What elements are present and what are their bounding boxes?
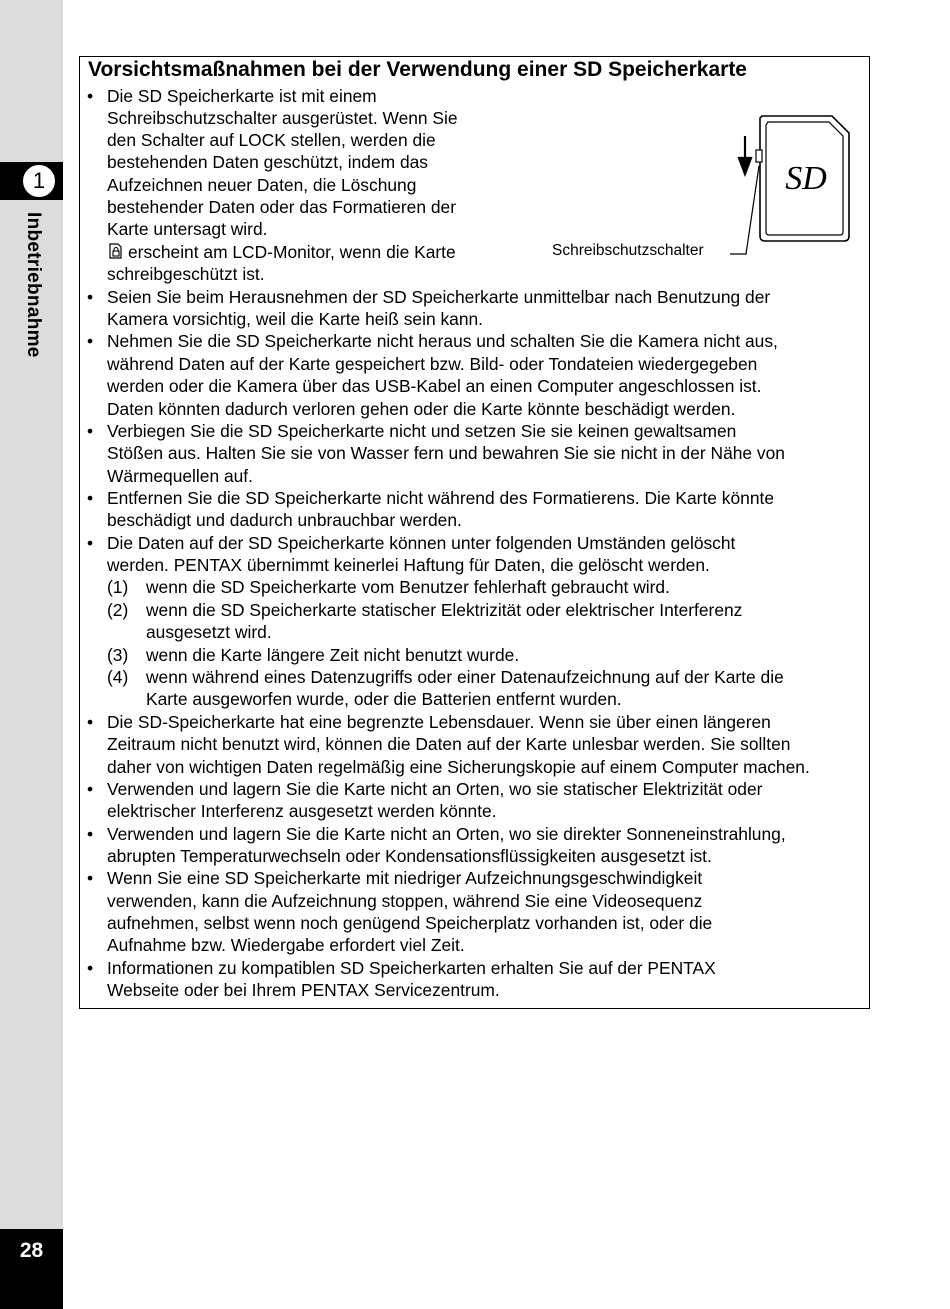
bullet-marker: • (87, 712, 94, 732)
bullet-marker: • (87, 533, 94, 553)
item-line: Informationen zu kompatiblen SD Speicherkarten erhalten Sie auf der PENTAX (107, 958, 716, 978)
item-line: Kamera vorsichtig, weil die Karte heiß sein kann. (107, 309, 484, 329)
page-number: 28 (19, 1239, 44, 1262)
sub-item-number: (2) (107, 600, 129, 620)
bullet-marker: • (87, 488, 94, 508)
item-line: werden oder die Kamera über das USB-Kabel an einen Computer angeschlossen ist. (107, 376, 762, 396)
item1-line: Aufzeichnen neuer Daten, die Löschung (107, 175, 417, 195)
item-line: daher von wichtigen Daten regelmäßig eine Sicherungskopie auf einem Computer machen. (107, 757, 810, 777)
item-line: Seien Sie beim Herausnehmen der SD Speicherkarte unmittelbar nach Benutzung der (107, 287, 771, 307)
item1-line: Die SD Speicherkarte ist mit einem (107, 86, 377, 106)
item1-line: schreibgeschützt ist. (107, 264, 265, 284)
sub-item-line: wenn die Karte längere Zeit nicht benutzt wurde. (146, 645, 520, 665)
item-line: beschädigt und dadurch unbrauchbar werden. (107, 510, 462, 530)
sub-item-number: (3) (107, 645, 129, 665)
item-line: aufnehmen, selbst wenn noch genügend Speicherplatz vorhanden ist, oder die (107, 913, 713, 933)
item1-line: erscheint am LCD-Monitor, wenn die Karte (128, 242, 456, 262)
item-line: werden. PENTAX übernimmt keinerlei Haftung für Daten, die gelöscht werden. (107, 555, 710, 575)
item-line: Die Daten auf der SD Speicherkarte können unter folgenden Umständen gelöscht (107, 533, 736, 553)
bullet-marker: • (87, 287, 94, 307)
item-line: Die SD-Speicherkarte hat eine begrenzte Lebensdauer. Wenn sie über einen längeren (107, 712, 771, 732)
item-line: Wenn Sie eine SD Speicherkarte mit niedriger Aufzeichnungsgeschwindigkeit (107, 868, 703, 888)
item-line: Entfernen Sie die SD Speicherkarte nicht während des Formatierens. Die Karte könnte (107, 488, 774, 508)
figure-caption: Schreibschutzschalter (552, 242, 704, 259)
item-line: elektrischer Interferenz ausgesetzt werden könnte. (107, 801, 497, 821)
sub-item-line: ausgesetzt wird. (146, 622, 272, 642)
bullet-marker: • (87, 824, 94, 844)
bullet-marker: • (87, 958, 94, 978)
item-line: abrupten Temperaturwechseln oder Kondensationsflüssigkeiten ausgesetzt ist. (107, 846, 712, 866)
item1-line: den Schalter auf LOCK stellen, werden die (107, 130, 436, 150)
sub-item-line: wenn die SD Speicherkarte vom Benutzer fehlerhaft gebraucht wird. (146, 577, 670, 597)
item-line: Verwenden und lagern Sie die Karte nicht an Orten, wo sie statischer Elektrizität oder (107, 779, 763, 799)
notice-title: Vorsichtsmaßnahmen bei der Verwendung einer SD Speicherkarte (88, 58, 747, 81)
item1-line: bestehenden Daten geschützt, indem das (107, 152, 428, 172)
bullet-marker: • (87, 331, 94, 351)
item-line: Verwenden und lagern Sie die Karte nicht an Orten, wo sie direkter Sonneneinstrahlung, (107, 824, 786, 844)
item1-line: Schreibschutzschalter ausgerüstet. Wenn Sie (107, 108, 458, 128)
sub-item-line: wenn während eines Datenzugriffs oder einer Datenaufzeichnung auf der Karte die (146, 667, 784, 687)
item-line: Nehmen Sie die SD Speicherkarte nicht heraus und schalten Sie die Kamera nicht aus, (107, 331, 778, 351)
item-line: während Daten auf der Karte gespeichert bzw. Bild- oder Tondateien wiedergegeben (107, 354, 758, 374)
bullet-marker: • (87, 86, 94, 106)
item-line: Wärmequellen auf. (107, 466, 253, 486)
sub-item-number: (4) (107, 667, 129, 687)
chapter-title: Inbetriebnahme (23, 212, 44, 358)
sub-item-line: wenn die SD Speicherkarte statischer Elektrizität oder elektrischer Interferenz (146, 600, 743, 620)
item-line: Zeitraum nicht benutzt wird, können die Daten auf der Karte unlesbar werden. Sie sollten (107, 734, 791, 754)
item1-line: bestehender Daten oder das Formatieren der (107, 197, 456, 217)
sub-item-number: (1) (107, 577, 129, 597)
item-line: Daten könnten dadurch verloren gehen oder die Karte könnte beschädigt werden. (107, 399, 736, 419)
item1-line: Karte untersagt wird. (107, 219, 268, 239)
item-line: Webseite oder bei Ihrem PENTAX Servicezentrum. (107, 980, 500, 1000)
item-line: Aufnahme bzw. Wiedergabe erfordert viel Zeit. (107, 935, 465, 955)
bullet-marker: • (87, 779, 94, 799)
bullet-marker: • (87, 421, 94, 441)
item-line: Verbiegen Sie die SD Speicherkarte nicht und setzen Sie sie keinen gewaltsamen (107, 421, 737, 441)
sub-item-line: Karte ausgeworfen wurde, oder die Batterien entfernt wurden. (146, 689, 622, 709)
sd-card-label: SD (785, 160, 827, 197)
item-line: verwenden, kann die Aufzeichnung stoppen, während Sie eine Videosequenz (107, 891, 703, 911)
chapter-number: 1 (22, 164, 56, 198)
item-line: Stößen aus. Halten Sie sie von Wasser fern und bewahren Sie sie nicht in der Nähe von (107, 443, 785, 463)
write-protect-icon (108, 243, 124, 260)
sd-card-illustration (730, 108, 855, 258)
bullet-marker: • (87, 868, 94, 888)
